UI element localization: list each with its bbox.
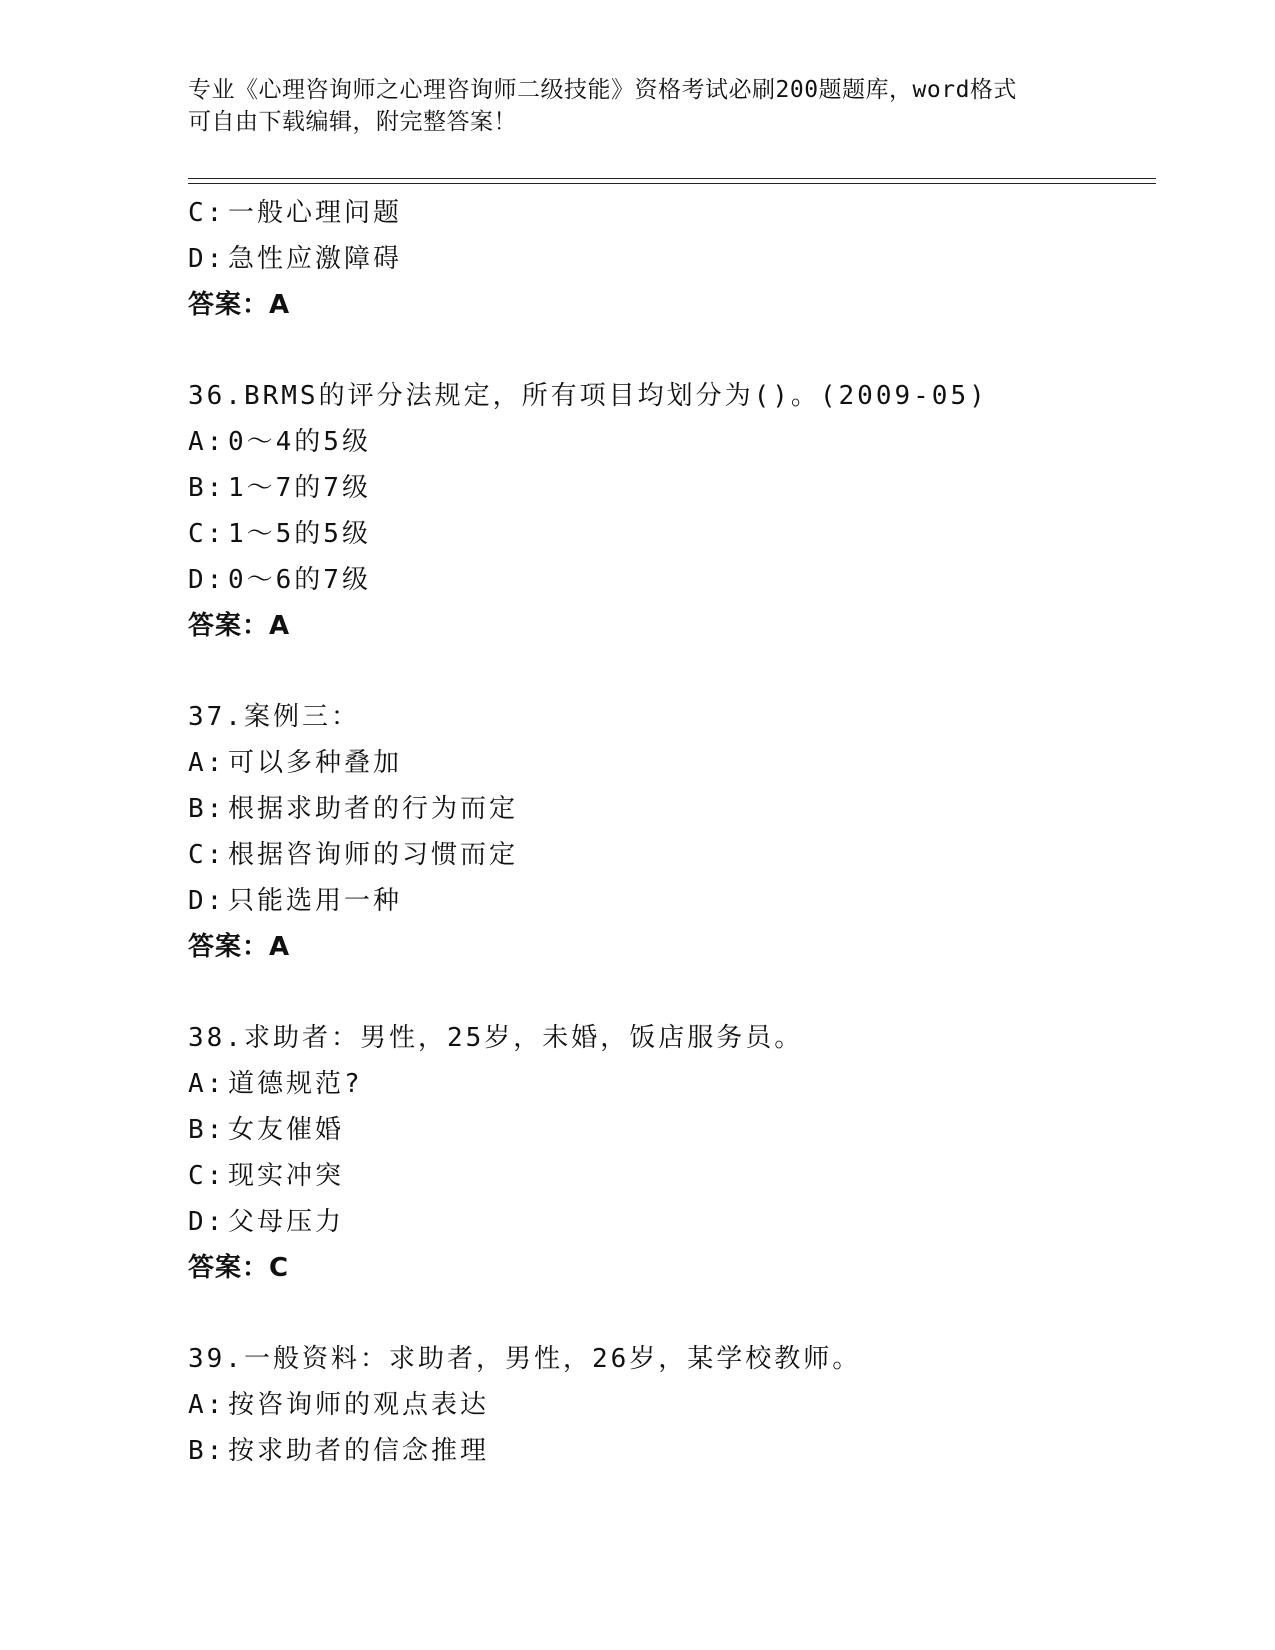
document-header	[188, 74, 1088, 138]
option-line	[188, 465, 1148, 511]
option-text: 按咨询师的观点表达	[228, 1390, 490, 1420]
option-key: A:	[188, 1069, 226, 1099]
option-text: 只能选用一种	[228, 886, 403, 916]
answer-line: 答案：A	[188, 290, 291, 320]
header-line-1: 专业《心理咨询师之心理咨询师二级技能》资格考试必刷200题题库，word格式	[188, 77, 1017, 103]
option-key: D:	[188, 886, 226, 916]
option-line	[188, 511, 1148, 557]
option-line	[188, 1199, 1148, 1245]
option-text: 按求助者的信念推理	[228, 1436, 490, 1466]
header-line-2: 可自由下载编辑，附完整答案！	[188, 109, 517, 135]
question-stem: 38.求助者：男性，25岁，未婚，饭店服务员。	[188, 1023, 804, 1053]
answer-line: 答案：A	[188, 611, 291, 641]
option-text: 1～5的5级	[228, 519, 371, 549]
question-36	[188, 373, 1148, 649]
question-stem: 39.一般资料：求助者，男性，26岁，某学校教师。	[188, 1344, 862, 1374]
option-key: C:	[188, 519, 226, 549]
option-text: 父母压力	[228, 1207, 345, 1237]
option-text: 现实冲突	[228, 1161, 345, 1191]
option-line	[188, 1153, 1148, 1199]
option-key: A:	[188, 748, 226, 778]
option-text: 急性应激障碍	[228, 244, 403, 274]
option-key: C:	[188, 1161, 226, 1191]
option-line	[188, 557, 1148, 603]
option-line	[188, 878, 1148, 924]
header-divider-top	[188, 178, 1156, 179]
option-line	[188, 1061, 1148, 1107]
option-key: D:	[188, 1207, 226, 1237]
option-key: C:	[188, 840, 226, 870]
option-text: 0～4的5级	[228, 427, 371, 457]
option-line	[188, 1107, 1148, 1153]
option-key: C:	[188, 198, 226, 228]
header-divider-bottom	[188, 183, 1156, 184]
option-key: A:	[188, 427, 226, 457]
answer-line: 答案：C	[188, 1253, 290, 1283]
question-37	[188, 694, 1148, 970]
question-stem: 36.BRMS的评分法规定，所有项目均划分为()。(2009-05)	[188, 381, 988, 411]
option-text: 一般心理问题	[228, 198, 403, 228]
option-line	[188, 190, 1148, 236]
option-text: 女友催婚	[228, 1115, 345, 1145]
question-stem: 37.案例三：	[188, 702, 360, 732]
option-key: B:	[188, 1115, 226, 1145]
option-line	[188, 786, 1148, 832]
option-text: 根据求助者的行为而定	[228, 794, 519, 824]
option-key: B:	[188, 794, 226, 824]
option-key: B:	[188, 1436, 226, 1466]
option-key: B:	[188, 473, 226, 503]
option-line	[188, 1428, 1148, 1474]
question-list	[188, 190, 1148, 1474]
option-text: 道德规范?	[228, 1069, 363, 1099]
answer-line: 答案：A	[188, 932, 291, 962]
partial-question	[188, 190, 1148, 328]
option-key: D:	[188, 244, 226, 274]
option-text: 1～7的7级	[228, 473, 371, 503]
option-line	[188, 419, 1148, 465]
option-key: A:	[188, 1390, 226, 1420]
option-text: 0～6的7级	[228, 565, 371, 595]
option-text: 可以多种叠加	[228, 748, 403, 778]
question-39	[188, 1336, 1148, 1474]
option-line	[188, 236, 1148, 282]
option-line	[188, 740, 1148, 786]
option-text: 根据咨询师的习惯而定	[228, 840, 519, 870]
option-line	[188, 832, 1148, 878]
question-38	[188, 1015, 1148, 1291]
option-key: D:	[188, 565, 226, 595]
option-line	[188, 1382, 1148, 1428]
